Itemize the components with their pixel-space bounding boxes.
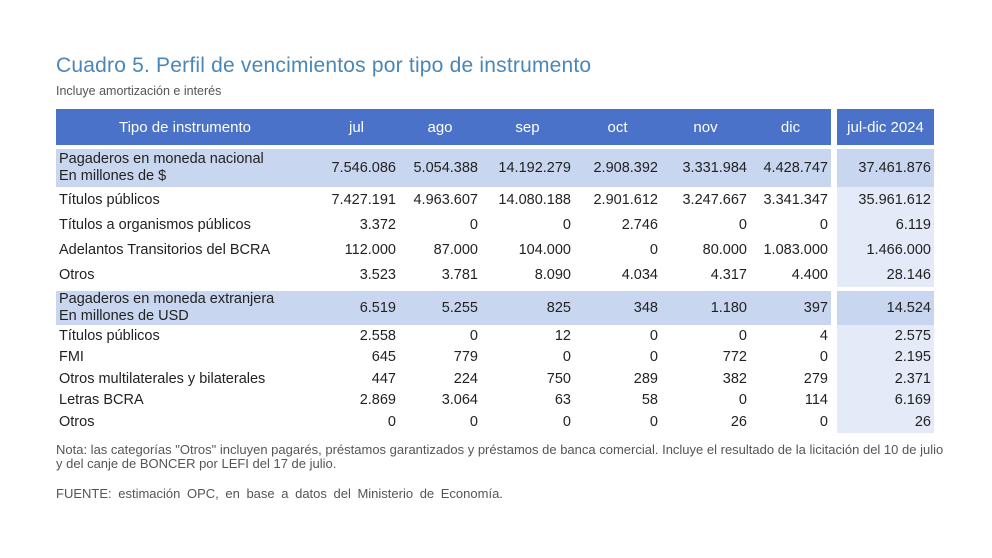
row-label: Títulos públicos [59,327,160,344]
section-label-line2: En millones de $ [59,168,167,184]
header-dic: dic [750,109,831,145]
cell-value: 779 [453,349,478,366]
cell-value: 112.000 [344,241,396,258]
table-row [56,368,934,390]
header-instrument: Tipo de instrumento [56,109,314,145]
cell-value: 0 [469,216,478,233]
section-label-line2: En millones de USD [59,308,189,324]
row-label: Títulos a organismos públicos [59,216,251,233]
cell-value: 1.180 [661,291,750,325]
cell-total: 2.575 [837,325,934,347]
cell-value: 4.317 [710,266,747,283]
table-row [56,325,934,347]
header-total: jul-dic 2024 [837,109,934,145]
cell-value: 14.080.188 [498,191,571,208]
cell-value: 447 [371,370,396,387]
cell-total: 2.195 [837,347,934,369]
table-row [56,347,934,369]
cell-value: 4.428.747 [750,149,831,187]
cell-value: 5.255 [399,291,481,325]
cell-value: 0 [387,413,396,430]
cell-value: 0 [562,413,571,430]
header-ago: ago [399,109,481,145]
cell-value: 4.400 [791,266,828,283]
row-label: Otros [59,266,95,283]
cell-value: 397 [750,291,831,325]
maturity-table [56,109,934,433]
cell-total: 26 [837,411,934,433]
cell-value: 58 [641,392,658,409]
cell-value: 63 [554,392,571,409]
header-jul: jul [314,109,399,145]
cell-value: 3.064 [441,392,478,409]
cell-value: 3.372 [359,216,396,233]
cell-value: 1.083.000 [763,241,828,258]
cell-value: 0 [649,413,658,430]
cell-value: 0 [562,349,571,366]
cell-value: 80.000 [702,241,747,258]
cell-value: 3.247.667 [682,191,747,208]
cell-total: 2.371 [837,368,934,390]
cell-value: 0 [562,216,571,233]
row-label: Adelantos Transitorios del BCRA [59,241,271,258]
cell-value: 14.192.279 [481,149,574,187]
section-label-line1: Pagaderos en moneda nacional [59,151,264,167]
row-label: FMI [59,349,84,366]
cell-value: 0 [819,349,828,366]
cell-value: 382 [722,370,747,387]
cell-value: 104.000 [518,241,571,258]
cell-value: 348 [574,291,661,325]
cell-value: 0 [469,327,478,344]
cell-value: 6.519 [314,291,399,325]
cell-value: 8.090 [534,266,571,283]
cell-value: 5.054.388 [399,149,481,187]
section-row-national [56,149,934,187]
cell-value: 87.000 [433,241,478,258]
section-label [56,291,314,325]
cell-value: 7.427.191 [331,191,396,208]
cell-value: 0 [649,349,658,366]
cell-value: 114 [804,392,828,409]
cell-value: 3.523 [359,266,396,283]
cell-value: 2.869 [359,392,396,409]
cell-total: 6.169 [837,390,934,412]
cell-total: 14.524 [837,291,934,325]
cell-value: 2.901.612 [593,191,658,208]
table-title: Cuadro 5. Perfil de vencimientos por tipo de instrumento [56,54,592,77]
cell-value: 279 [803,370,828,387]
cell-value: 0 [649,327,658,344]
table-row [56,390,934,412]
header-nov: nov [661,109,750,145]
cell-total: 35.961.612 [837,187,934,212]
cell-value: 2.746 [621,216,658,233]
cell-value: 2.558 [359,327,396,344]
table-note: Nota: las categorías "Otros" incluyen pagarés, préstamos garantizados y préstamos de banca comercial. Incluye el resultado de la licitación del 10 de julio y del canje de BONCER por LEFI del 17 de julio. [56,442,944,471]
cell-value: 0 [469,413,478,430]
section-label [56,149,314,187]
section-label-line1: Pagaderos en moneda extranjera [59,291,275,307]
cell-value: 4.034 [621,266,658,283]
table-row [56,411,934,433]
cell-value: 0 [819,413,828,430]
cell-value: 645 [371,349,396,366]
table-row [56,212,934,237]
cell-total: 37.461.876 [837,149,934,187]
cell-value: 0 [738,327,747,344]
cell-total: 28.146 [837,262,934,287]
cell-value: 224 [453,370,478,387]
row-label: Títulos públicos [59,191,160,208]
cell-value: 0 [738,392,747,409]
cell-value: 0 [738,216,747,233]
cell-value: 825 [481,291,574,325]
cell-value: 12 [554,327,571,344]
header-oct: oct [574,109,661,145]
row-label: Letras BCRA [59,392,144,409]
table-subtitle: Incluye amortización e interés [56,84,222,98]
header-sep: sep [481,109,574,145]
table-row [56,262,934,287]
header-row [56,109,934,145]
row-label: Otros multilaterales y bilaterales [59,370,266,387]
cell-value: 3.331.984 [661,149,750,187]
cell-value: 7.546.086 [314,149,399,187]
cell-value: 772 [722,349,747,366]
cell-value: 4 [819,327,828,344]
cell-value: 26 [730,413,747,430]
cell-value: 289 [633,370,658,387]
table-source: FUENTE: estimación OPC, en base a datos del Ministerio de Economía. [56,486,503,501]
cell-total: 6.119 [837,212,934,237]
cell-value: 750 [546,370,571,387]
cell-value: 3.781 [441,266,478,283]
table-row [56,187,934,212]
cell-value: 3.341.347 [763,191,828,208]
table-row [56,237,934,262]
section-row-foreign [56,291,934,325]
cell-value: 2.908.392 [574,149,661,187]
cell-value: 4.963.607 [413,191,478,208]
row-label: Otros [59,413,95,430]
cell-total: 1.466.000 [837,237,934,262]
cell-value: 0 [649,241,658,258]
cell-value: 0 [819,216,828,233]
